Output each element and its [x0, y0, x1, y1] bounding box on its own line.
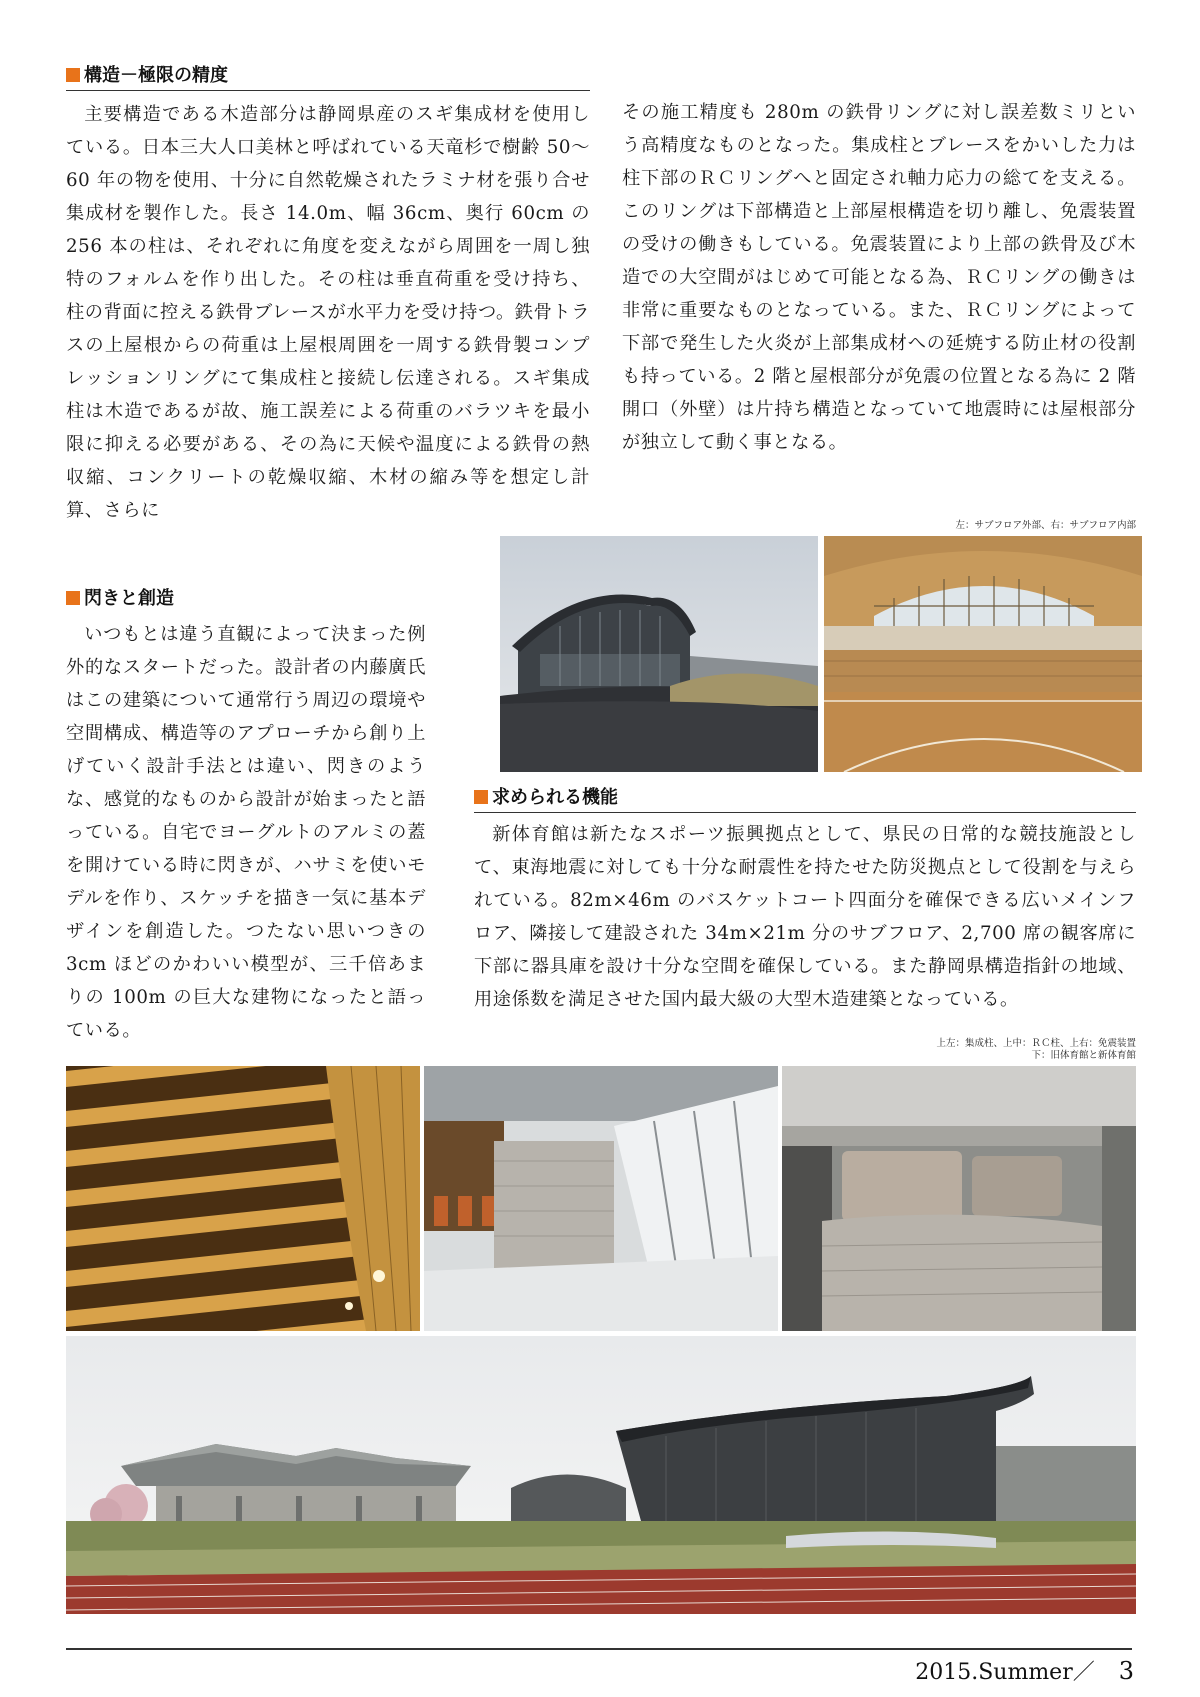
section-heading-function	[474, 786, 1136, 813]
old-and-new-gym-photo	[66, 1336, 1136, 1614]
page-footer	[915, 1657, 1134, 1687]
heading-text: 構造－極限の精度	[84, 65, 228, 86]
issue-label: 2015.Summer／	[915, 1660, 1095, 1685]
paragraph: 新体育館は新たなスポーツ振興拠点として、県民の日常的な競技施設として、東海地震に対しても十分な耐震性を持たせた防災拠点として役割を与えられている。82m×46m のバスケットコート四面分を確保できる広いメインフロア、隣接して建設された 34m×21m 分のサブフロア、2,700 席の観客席に下部に器具庫を設け十分な空間を確保している。また静岡県構造指針の地域、用途係数を満足させた国内最大級の大型木造建築となっている。	[474, 824, 1136, 1010]
heading-text: 閃きと創造	[84, 588, 174, 609]
paragraph: いつもとは違う直観によって決まった例外的なスタートだった。設計者の内藤廣氏はこの建築について通常行う周辺の環境や空間構成、構造等のアプローチから創り上げていく設計手法とは違い、閃きのような、感覚的なものから設計が始まったと語っている。自宅でヨーグルトのアルミの蓋を開けている時に閃きが、ハサミを使いモデルを作り、スケッチを描き一気に基本デザインを創造した。つたない思いつきの 3cm ほどのかわいい模型が、三千倍あまりの 100m の巨大な建物になったと語っている。	[66, 624, 426, 1041]
section-heading-inspiration	[66, 587, 426, 613]
page-number: 3	[1118, 1657, 1134, 1685]
structure-body-col1	[66, 98, 590, 527]
paragraph: 主要構造である木造部分は静岡県産のスギ集成材を使用している。日本三大人口美林と呼ばれている天竜杉で樹齢 50～60 年の物を使用、十分に自然乾燥されたラミナ材を張り合せ集成材を製作した。長さ 14.0m、幅 36cm、奥行 60cm の 256 本の柱は、それぞれに角度を変えながら周囲を一周し独特のフォルムを作り出した。その柱は垂直荷重を受け持ち、柱の背面に控える鉄骨ブレースが水平力を受け持つ。鉄骨トラスの上屋根からの荷重は上屋根周囲を一周する鉄骨製コンプレッションリングにて集成柱と接続し伝達される。スギ集成柱は木造であるが故、施工誤差による荷重のバラツキを最小限に抑える必要がある、その為に天候や温度による鉄骨の熱収縮、コンクリートの乾燥収縮、木材の縮み等を想定し計算、さらに	[66, 104, 590, 521]
seismic-isolator-photo	[782, 1066, 1136, 1331]
heading-marker-icon	[66, 68, 80, 82]
heading-marker-icon	[66, 591, 80, 605]
bottom-photos-caption	[800, 1038, 1136, 1062]
footer-divider	[66, 1648, 1132, 1650]
subfloor-exterior-photo	[500, 536, 818, 772]
heading-text: 求められる機能	[492, 787, 618, 808]
heading-marker-icon	[474, 790, 488, 804]
subfloor-photos-caption: 左：サブフロア外部、右：サブフロア内部	[955, 520, 1136, 531]
structure-body-col2	[622, 96, 1136, 459]
rc-column-photo	[424, 1066, 778, 1331]
subfloor-interior-photo	[824, 536, 1142, 772]
function-body	[474, 818, 1136, 1016]
paragraph: その施工精度も 280m の鉄骨リングに対し誤差数ミリという高精度なものとなった。集成柱とブレースをかいした力は柱下部のＲＣリングへと固定され軸力応力の総てを支える。このリングは下部構造と上部屋根構造を切り離し、免震装置の受けの働きもしている。免震装置により上部の鉄骨及び木造での大空間がはじめて可能となる為、ＲＣリングの働きは非常に重要なものとなっている。また、ＲＣリングによって下部で発生した火炎が上部集成材への延焼する防止材の役割も持っている。2 階と屋根部分が免震の位置となる為に 2 階開口（外壁）は片持ち構造となっていて地震時には屋根部分が独立して動く事となる。	[622, 102, 1136, 453]
caption-line: 上左：集成柱、上中：ＲＣ柱、上右：免震装置	[936, 1038, 1136, 1049]
inspiration-body	[66, 618, 426, 1047]
glulam-columns-photo	[66, 1066, 420, 1331]
caption-line: 下：旧体育館と新体育館	[1031, 1050, 1136, 1061]
section-heading-structure	[66, 64, 590, 91]
